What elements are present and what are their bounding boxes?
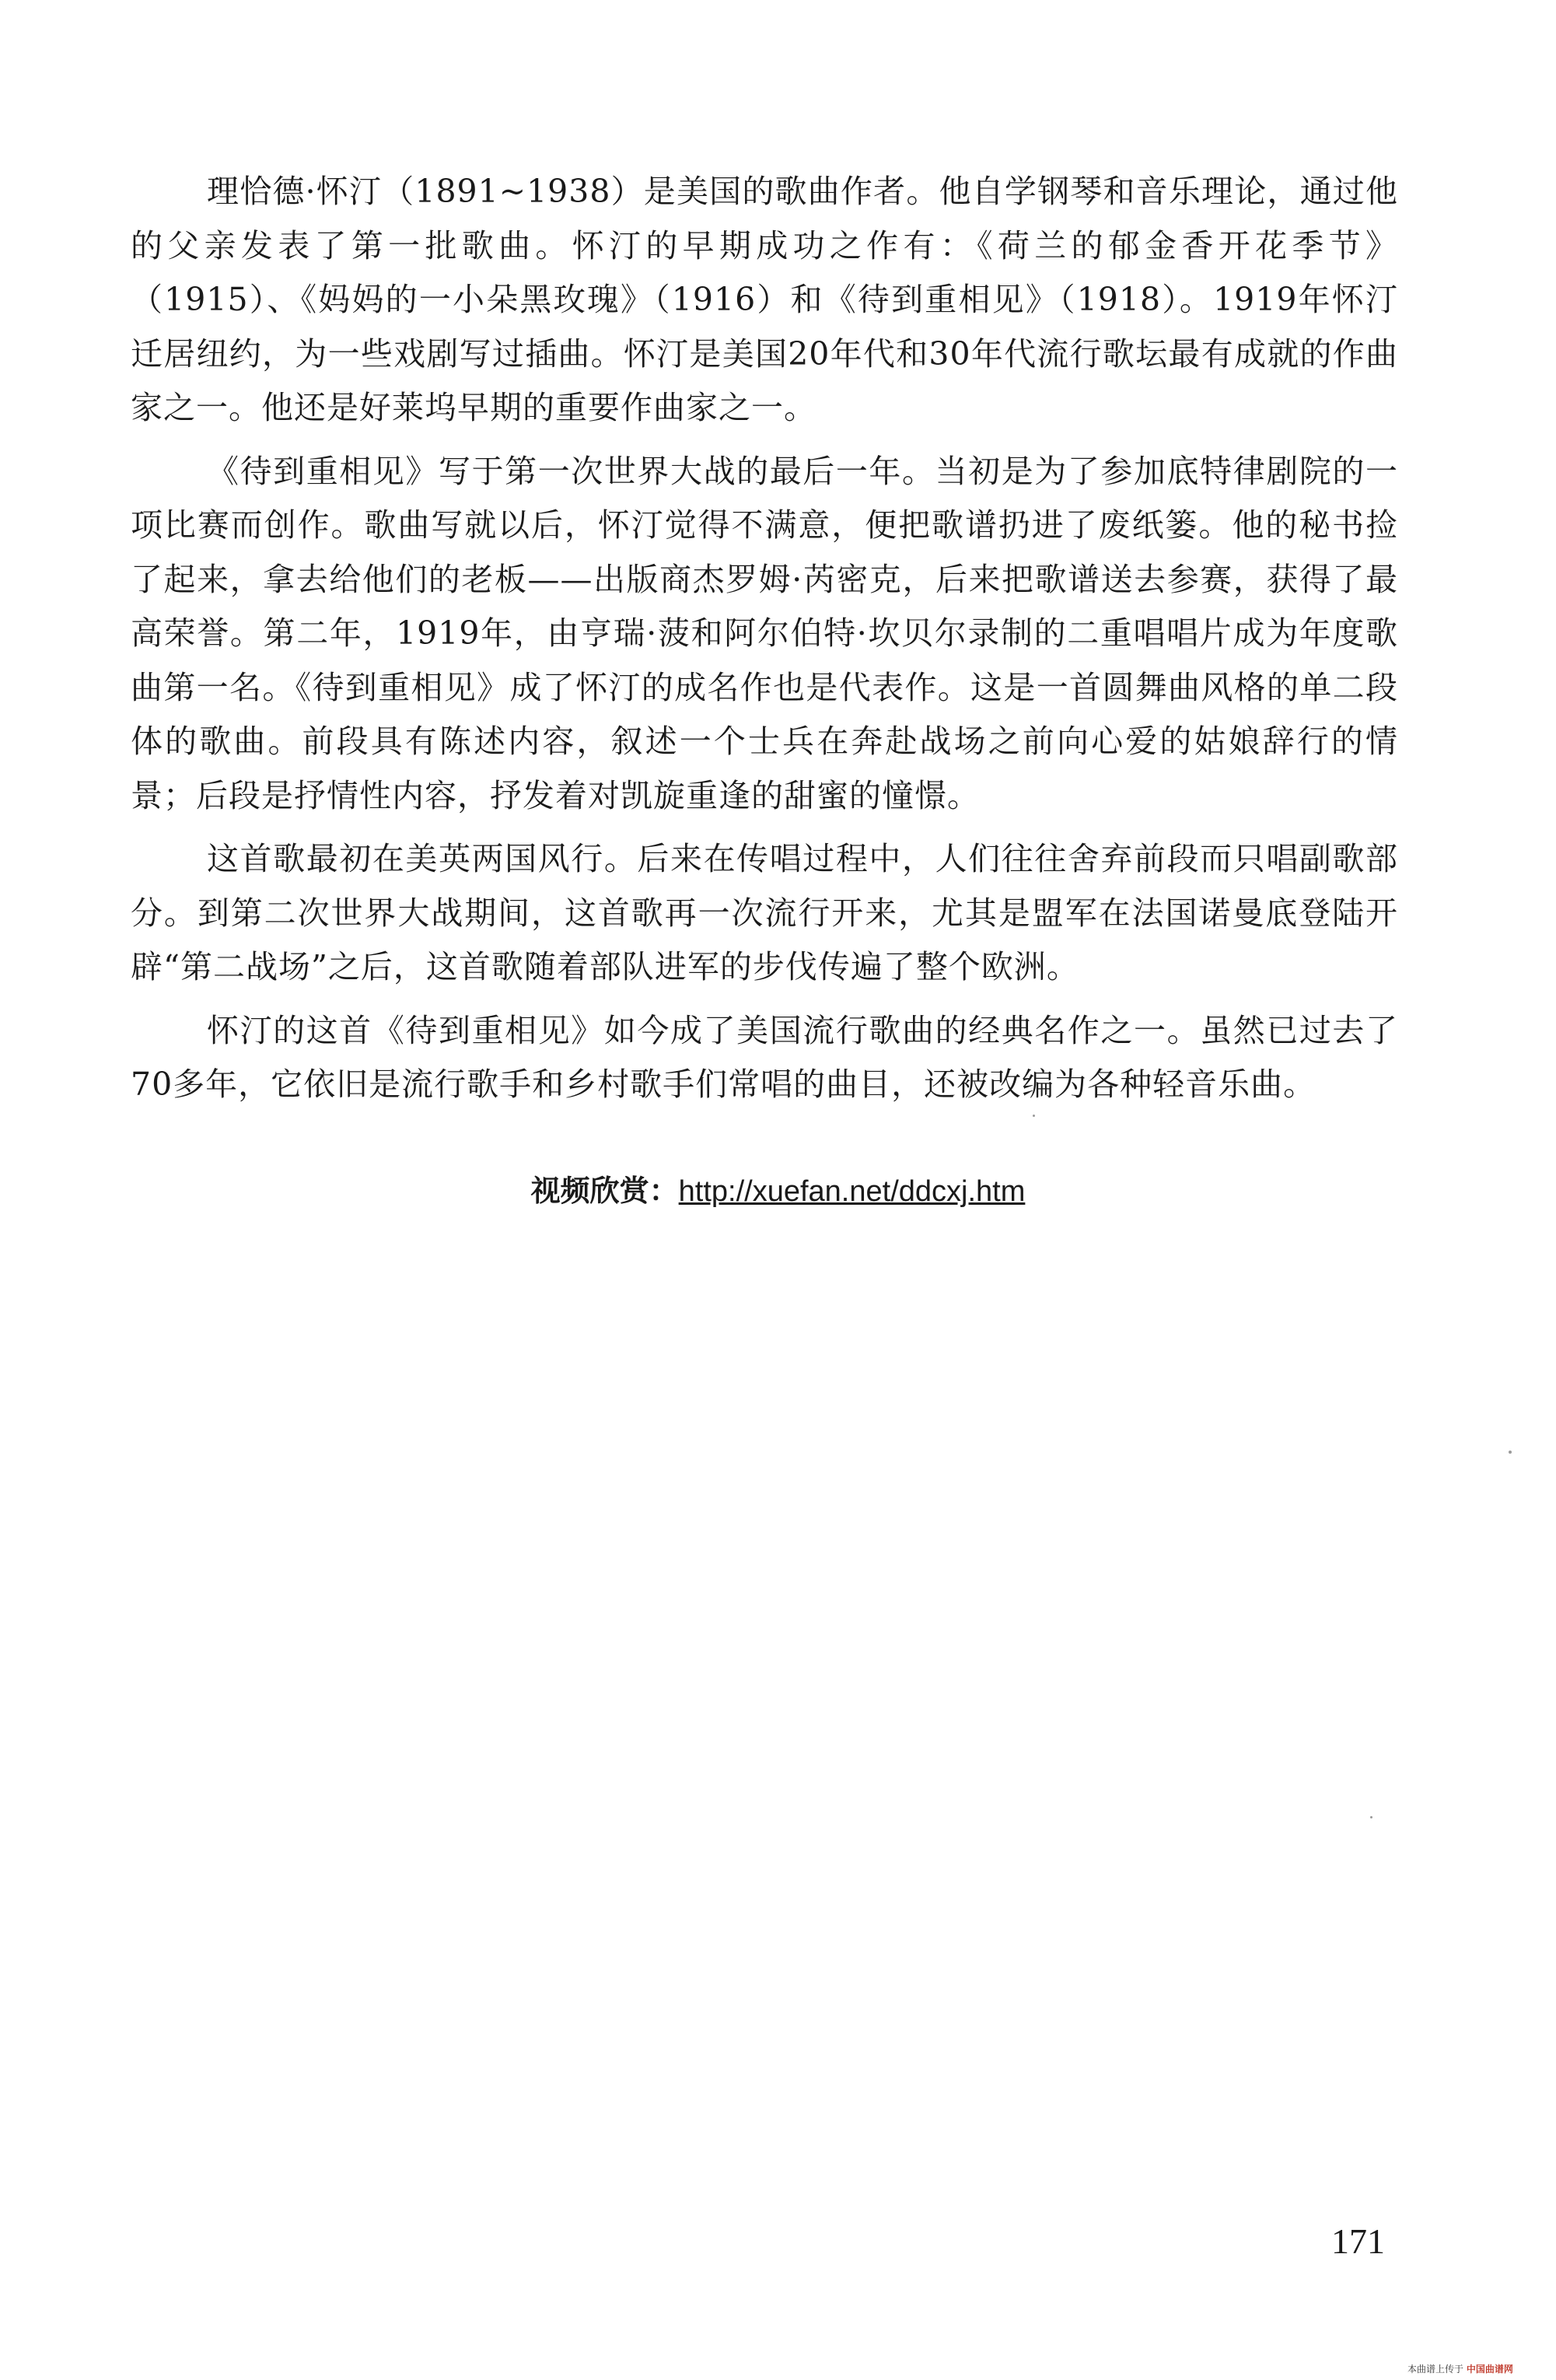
video-link-line [0,1167,1556,1209]
paragraph-3: 这首歌最初在美英两国风行。后来在传唱过程中，人们往往舍弃前段而只唱副歌部分。到第二次世界大战期间，这首歌再一次流行开来，尤其是盟军在法国诺曼底登陆开辟“第二战场”之后，这首歌随着部队进军的步伐传遍了整个欧洲。 [131,840,1398,985]
page-number: 171 [1331,2221,1385,2261]
paragraph-4: 怀汀的这首《待到重相见》如今成了美国流行歌曲的经典名作之一。虽然已过去了70多年，它依旧是流行歌手和乡村歌手们常唱的曲目，还被改编为各种轻音乐曲。 [131,1011,1398,1103]
footer-watermark [1407,2362,1513,2375]
video-label: 视频欣赏： [530,1175,679,1208]
footer-prefix: 本曲谱上传于 [1407,2364,1464,2375]
scan-speck [1033,1115,1035,1117]
footer-brand: 中国曲谱网 [1466,2364,1513,2375]
paragraph-1: 理恰德·怀汀（1891~1938）是美国的歌曲作者。他自学钢琴和音乐理论，通过他的父亲发表了第一批歌曲。怀汀的早期成功之作有：《荷兰的郁金香开花季节》（1915）、《妈妈的一小朵黑玫瑰》（1916）和《待到重相见》（1918）。1919年怀汀迁居纽约，为一些戏剧写过插曲。怀汀是美国20年代和30年代流行歌坛最有成就的作曲家之一。他还是好莱坞早期的重要作曲家之一。 [131,173,1398,426]
scan-speck [1370,1816,1372,1818]
video-url-link[interactable]: http://xuefan.net/ddcxj.htm [678,1175,1026,1208]
scan-speck [1509,1451,1512,1454]
article-body [131,165,1398,1122]
paragraph-2: 《待到重相见》写于第一次世界大战的最后一年。当初是为了参加底特律剧院的一项比赛而创作。歌曲写就以后，怀汀觉得不满意，便把歌谱扔进了废纸篓。他的秘书捡了起来，拿去给他们的老板——出版商杰罗姆·芮密克，后来把歌谱送去参赛，获得了最高荣誉。第二年，1919年，由亨瑞·菠和阿尔伯特·坎贝尔录制的二重唱唱片成为年度歌曲第一名。《待到重相见》成了怀汀的成名作也是代表作。这是一首圆舞曲风格的单二段体的歌曲。前段具有陈述内容，叙述一个士兵在奔赴战场之前向心爱的姑娘辞行的情景；后段是抒情性内容，抒发着对凯旋重逢的甜蜜的憧憬。 [131,452,1398,814]
